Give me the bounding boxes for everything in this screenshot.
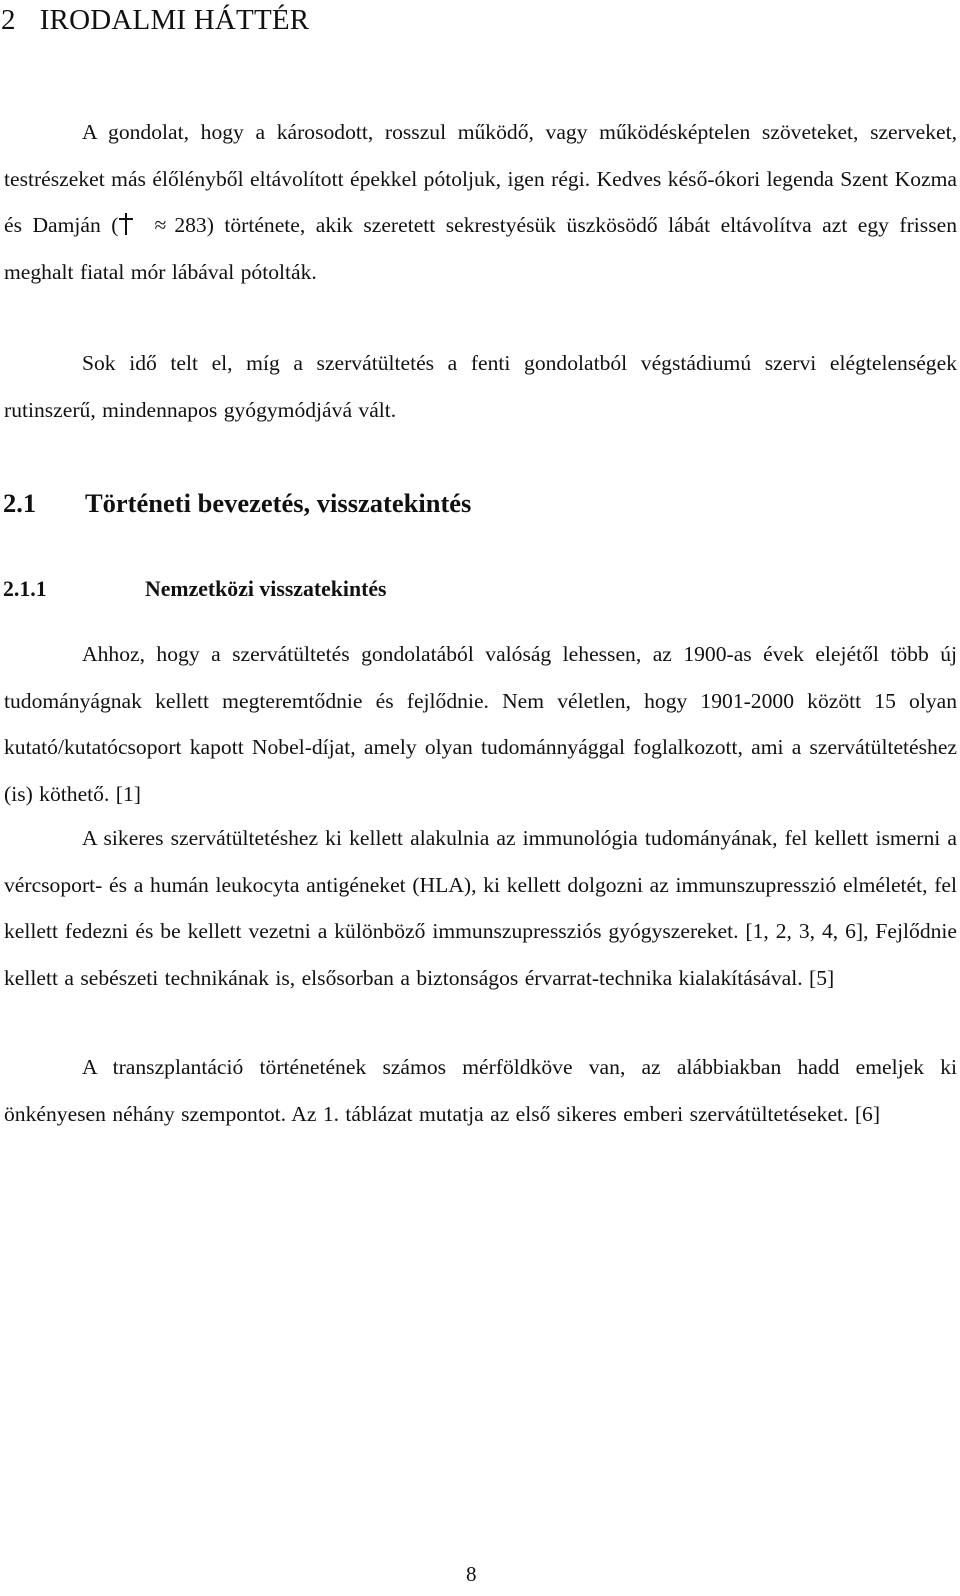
section-number: 2.1 — [3, 488, 37, 518]
section-heading — [3, 488, 471, 519]
intro-paragraph-1 — [4, 109, 957, 295]
subsection-number: 2.1.1 — [3, 577, 47, 601]
body-paragraph-1: Ahhoz, hogy a szervátültetés gondolatából valóság lehessen, az 1900-as évek elejétől több új tudományágnak kellett megteremtődnie és fejlődnie. Nem véletlen, hogy 1901-2000 között 15 olyan kutató/kutatócsoport kapott Nobel-díjat, amely olyan tudománnyággal foglalkozott, ami a szervátültetéshez (is) köthető. [1] — [4, 642, 957, 806]
body-paragraph-3: A transzplantáció történetének számos mérföldköve van, az alábbiakban hadd emeljek ki önkényesen néhány szempontot. Az 1. táblázat mutatja az első sikeres emberi szervátültetéseket. [6] — [4, 1055, 957, 1126]
intro-paragraph-2: Sok idő telt el, míg a szervátültetés a fenti gondolatból végstádiumú szervi elégtelenségek rutinszerű, mindennapos gyógymódjává vált. — [4, 351, 957, 422]
chapter-number: 2 — [1, 4, 16, 36]
chapter-title: IRODALMI HÁTTÉR — [39, 4, 310, 36]
intro-paragraph-1-text-b: 283) története, akik szeretett sekrestyésük üszkösödő lábát eltávolítva azt egy frissen meghalt fiatal mór lábával pótolták. — [4, 213, 957, 284]
approx-symbol: ≈ — [154, 213, 167, 237]
subsection-title: Nemzetközi visszatekintés — [145, 577, 387, 601]
page-number: 8 — [466, 1562, 477, 1586]
subsection-heading — [3, 577, 387, 602]
body-paragraph-2: A sikeres szervátültetéshez ki kellett alakulnia az immunológia tudományának, fel kellett ismerni a vércsoport- és a humán leukocyta antigéneket (HLA), ki kellett dolgozni az immunszupresszió elméletét, fel kellett fedezni és be kellett vezetni a különböző immunszupressziós gyógyszereket. [1, 2, 3, 4, 6], Fejlődnie kellett a sebészeti technikának is, elsősorban a biztonságos érvarrat-technika kialakításával. [5] — [4, 826, 957, 990]
dagger-icon — [119, 213, 133, 235]
intro-paragraph-1-text-a: A gondolat, hogy a károsodott, rosszul működő, vagy működésképtelen szöveteket, szerveket, testrészeket más élőlényből eltávolított épekkel pótoljuk, igen régi. Kedves késő-ókori legenda Szent Kozma és Damján ( — [4, 120, 957, 237]
chapter-heading — [1, 4, 309, 37]
section-title: Történeti bevezetés, visszatekintés — [85, 488, 472, 518]
